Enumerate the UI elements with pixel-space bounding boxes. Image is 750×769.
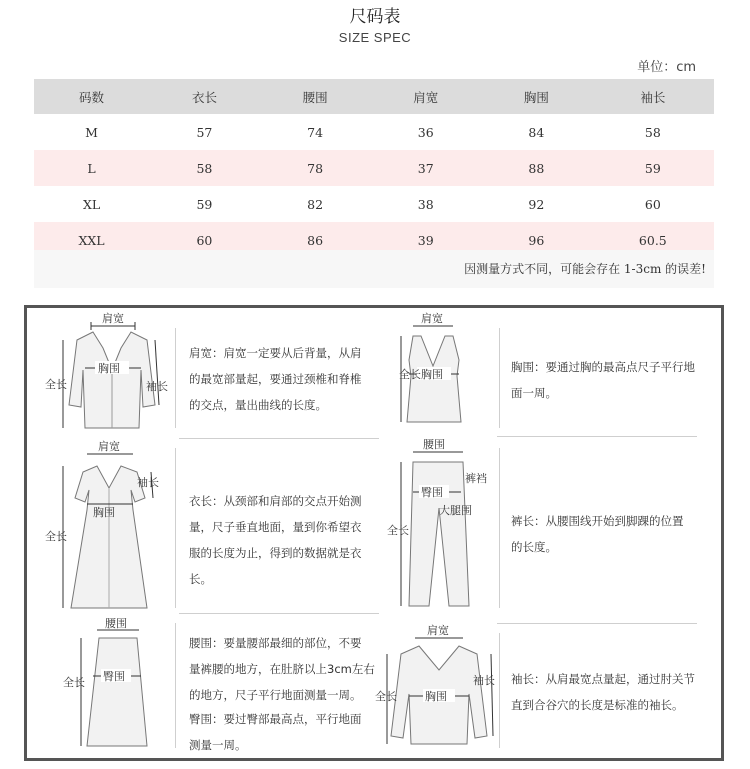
hip-label: 臀围	[421, 486, 443, 499]
sleeve-description: 袖长：从肩最宽点量起，通过肘关节 直到合谷穴的长度是标准的袖长。	[511, 672, 695, 712]
sleeve-label: 袖长	[146, 380, 168, 393]
divider	[175, 328, 176, 428]
length-description: 衣长：从颈部和肩部的交点开始测 量，尺子垂直地面，量到你希望衣 服的长度为止，得到的数据就是衣 长。	[189, 494, 362, 586]
table-cell: 58	[592, 114, 714, 150]
full-length-label: 全长	[63, 676, 85, 689]
table-cell: M	[34, 114, 149, 150]
table-cell: 59	[592, 150, 714, 186]
table-cell: 37	[370, 150, 481, 186]
table-cell: XL	[34, 186, 149, 222]
table-cell: 58	[149, 150, 260, 186]
table-cell: 39	[370, 222, 481, 258]
sleeve-label: 袖长	[473, 674, 495, 687]
column-header: 袖长	[592, 79, 714, 114]
waist-description: 腰围：要量腰部最细的部位，不要 量裤腰的地方，在肚脐以上3cm左右 的地方，尺子平行地面测量一周。	[189, 636, 375, 702]
divider	[497, 623, 697, 624]
waist-label: 腰围	[423, 438, 445, 451]
waist-label: 腰围	[105, 618, 127, 630]
page-title: 尺码表	[349, 7, 401, 27]
table-cell: 59	[149, 186, 260, 222]
table-header-row	[34, 79, 714, 114]
hip-label: 臀围	[103, 670, 125, 683]
full-length-label: 全长	[375, 690, 397, 703]
column-header: 腰围	[260, 79, 371, 114]
thigh-label: 大腿围	[439, 504, 472, 517]
column-header: 胸围	[481, 79, 592, 114]
divider	[499, 328, 500, 428]
divider	[175, 448, 176, 608]
divider	[497, 436, 697, 437]
table-cell: 60	[592, 186, 714, 222]
column-header: 肩宽	[370, 79, 481, 114]
chest-label: 胸围	[98, 362, 120, 375]
table-cell: 96	[481, 222, 592, 258]
sleeve-label: 袖长	[137, 476, 159, 489]
jacket-illustration	[41, 310, 171, 438]
table-cell: 60.5	[592, 222, 714, 258]
sweater-illustration	[373, 624, 503, 760]
table-cell: 74	[260, 114, 371, 150]
table-cell: 82	[260, 186, 371, 222]
column-header: 衣长	[149, 79, 260, 114]
crotch-label: 裤裆	[465, 472, 487, 485]
table-cell: 60	[149, 222, 260, 258]
table-cell: L	[34, 150, 149, 186]
chest-description: 胸围：要通过胸的最高点尺子平行地 面一周。	[511, 360, 695, 400]
chest-label: 胸围	[421, 368, 443, 381]
pants-length-description: 裤长：从腰围线开始到脚踝的位置 的长度。	[511, 514, 684, 554]
pants-illustration	[377, 438, 497, 616]
shoulder-label: 肩宽	[427, 624, 449, 637]
tank-top-illustration	[377, 310, 487, 438]
dress-illustration	[41, 440, 171, 615]
size-table	[34, 79, 714, 258]
table-cell: 36	[370, 114, 481, 150]
divider	[179, 438, 379, 439]
table-row	[34, 114, 714, 150]
table-cell: 78	[260, 150, 371, 186]
divider	[175, 623, 176, 748]
column-header: 码数	[34, 79, 149, 114]
chest-label: 胸围	[425, 690, 447, 703]
chest-label: 胸围	[93, 506, 115, 519]
hip-description: 臀围：要过臀部最高点，平行地面 测量一周。	[189, 712, 362, 752]
table-row	[34, 150, 714, 186]
shoulder-label: 肩宽	[98, 440, 120, 453]
skirt-illustration	[41, 618, 171, 756]
unit-label: 单位：cm	[637, 60, 696, 75]
divider	[499, 448, 500, 608]
full-length-label: 全长	[387, 524, 409, 537]
shoulder-label: 肩宽	[102, 312, 124, 325]
shoulder-label: 肩宽	[421, 312, 443, 325]
table-cell: 88	[481, 150, 592, 186]
table-cell: 84	[481, 114, 592, 150]
full-length-label: 全长	[45, 530, 67, 543]
measurement-guide	[24, 305, 724, 761]
shoulder-description: 肩宽：肩宽一定要从后背量，从肩 的最宽部量起，要通过颈椎和脊椎 的交点，量出曲线的长度。	[189, 346, 362, 412]
table-cell: XXL	[34, 222, 149, 258]
measurement-note: 因测量方式不同，可能会存在 1-3cm 的误差!	[34, 250, 714, 288]
divider	[179, 613, 379, 614]
table-cell: 57	[149, 114, 260, 150]
table-cell: 38	[370, 186, 481, 222]
table-row	[34, 186, 714, 222]
full-length-label: 全长	[399, 368, 421, 381]
page-subtitle: SIZE SPEC	[338, 30, 412, 45]
table-cell: 86	[260, 222, 371, 258]
table-cell: 92	[481, 186, 592, 222]
full-length-label: 全长	[45, 378, 67, 391]
